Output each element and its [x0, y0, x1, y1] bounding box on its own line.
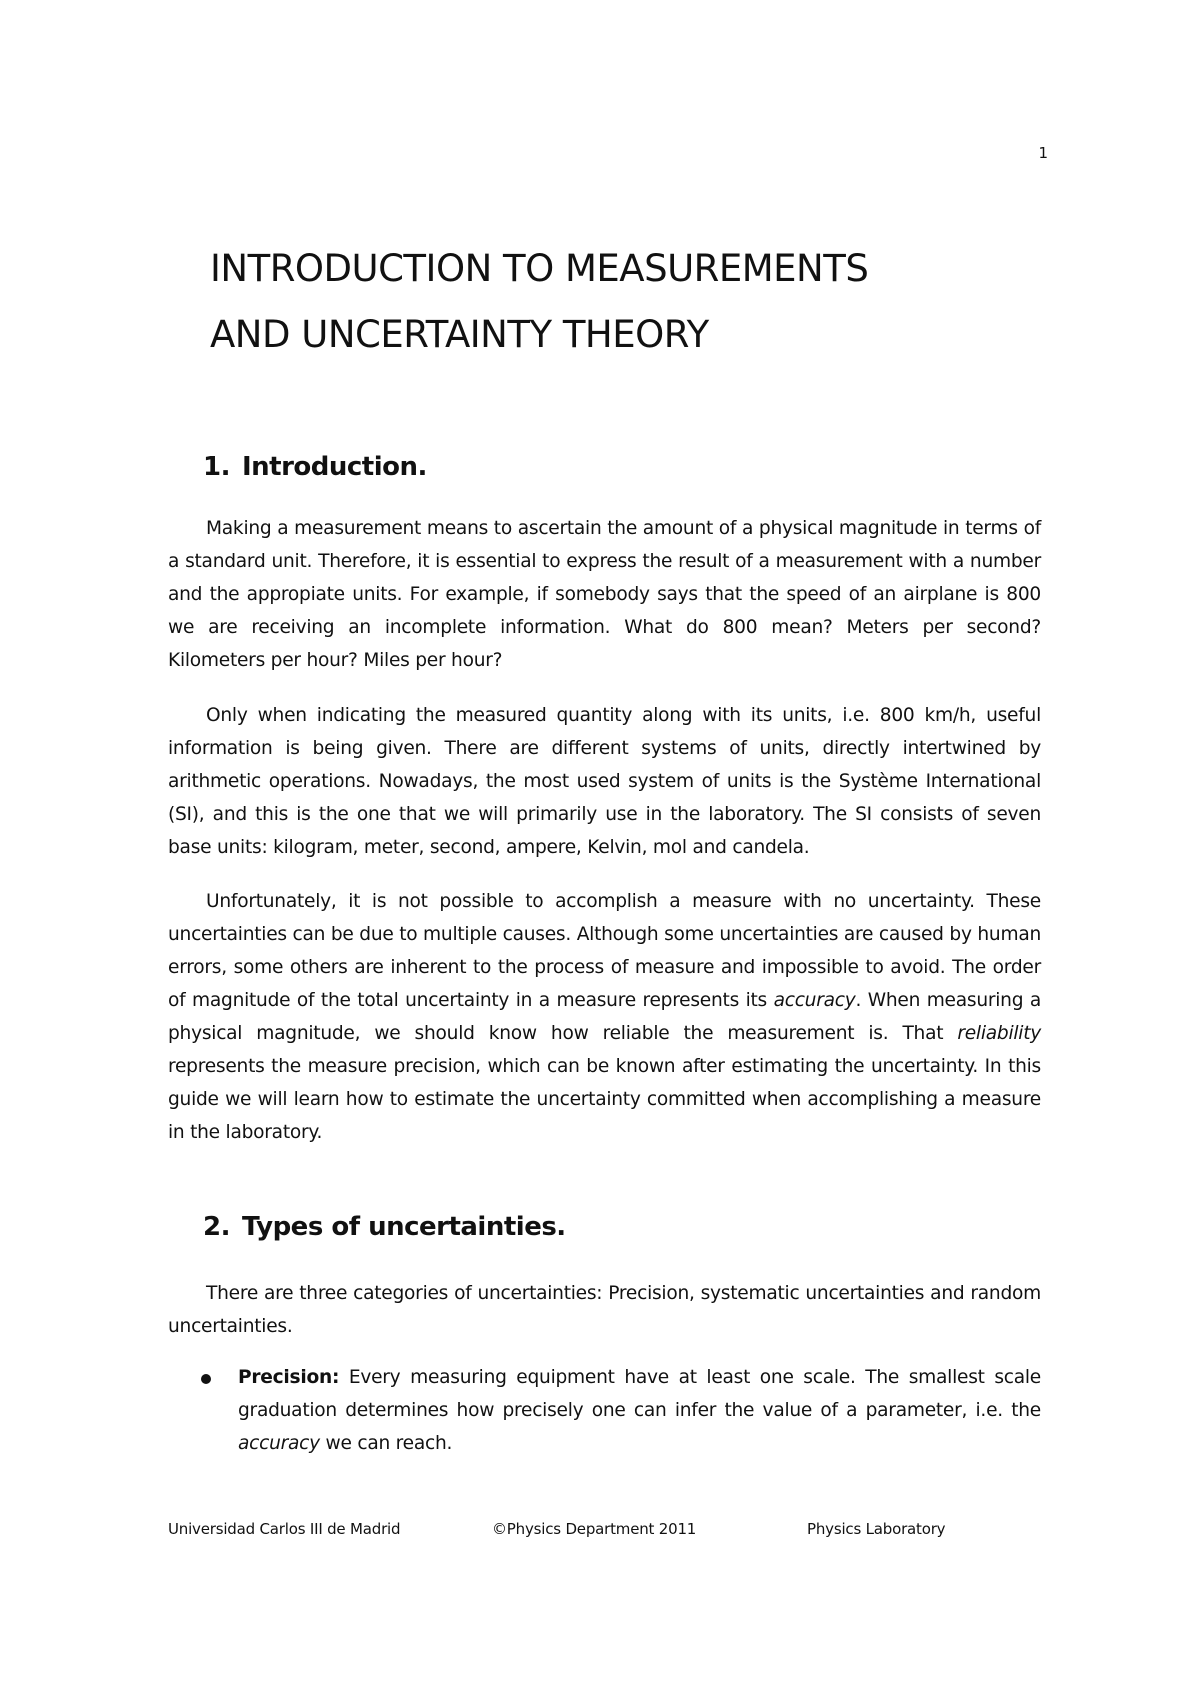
- bullet-term: Precision:: [238, 1367, 340, 1388]
- bullet-text: Every measuring equipment have at least one scale. The smallest scale graduation determines how precisely one can infer the value of a parameter, i.e. the: [238, 1367, 1041, 1421]
- footer-laboratory: Physics Laboratory: [807, 1520, 946, 1538]
- emphasis-accuracy: accuracy: [773, 990, 856, 1011]
- title-line-1: INTRODUCTION TO MEASUREMENTS: [210, 247, 869, 290]
- page-number: 1: [1038, 144, 1048, 162]
- intro-paragraph-2: Only when indicating the measured quantity along with its units, i.e. 800 km/h, useful information is being given. There are different systems of units, directly intertwined by arithmetic operations. Nowadays, the most used system of units is the Système International (SI), and this is the one that we will primarily use in the laboratory. The SI consists of seven base units: kilogram, meter, second, ampere, Kelvin, mol and candela.: [168, 705, 1041, 858]
- bullet-text: we can reach.: [319, 1433, 453, 1454]
- document-title: [210, 236, 1030, 368]
- footer-copyright: ©Physics Department 2011: [492, 1520, 697, 1538]
- title-line-2: AND UNCERTAINTY THEORY: [210, 313, 709, 356]
- emphasis-reliability: reliability: [957, 1023, 1041, 1044]
- paragraph-text: represents the measure precision, which can be known after estimating the uncertainty. In this guide we will learn how to estimate the uncertainty committed when accomplishing a measure in the laboratory.: [168, 1056, 1041, 1143]
- section-number: 1.: [203, 452, 230, 482]
- paragraph-text: Unfortunately, it is not possible to accomplish a measure with no uncertainty. These uncertainties can be due to multiple causes. Although some uncertainties are caused by human errors, some others are inherent to the process of measure and impossible to avoid. The order of magnitude of the total uncertainty in a measure represents its: [168, 891, 1041, 1011]
- section-heading-introduction: [203, 452, 427, 482]
- section-number: 2.: [203, 1212, 230, 1242]
- bullet-item-precision: [238, 1361, 1041, 1460]
- emphasis-accuracy: accuracy: [238, 1433, 320, 1454]
- section-heading-types-of-uncertainties: [203, 1212, 566, 1242]
- types-intro-paragraph: There are three categories of uncertainties: Precision, systematic uncertainties and random uncertainties.: [168, 1283, 1041, 1337]
- section-title: Types of uncertainties.: [241, 1212, 566, 1242]
- section-title: Introduction.: [241, 452, 427, 482]
- bullet-icon: [201, 1374, 211, 1384]
- intro-paragraph-3: [168, 885, 1041, 1149]
- footer-university: Universidad Carlos III de Madrid: [168, 1520, 401, 1538]
- intro-paragraph-1: Making a measurement means to ascertain the amount of a physical magnitude in terms of a standard unit. Therefore, it is essential to express the result of a measurement with a number and the appropiate units. For example, if somebody says that the speed of an airplane is 800 we are receiving an incomplete information. What do 800 mean? Meters per second? Kilometers per hour? Miles per hour?: [168, 518, 1041, 671]
- paragraph-text: . When measuring a physical magnitude, we should know how reliable the measurement is. That: [168, 990, 1041, 1044]
